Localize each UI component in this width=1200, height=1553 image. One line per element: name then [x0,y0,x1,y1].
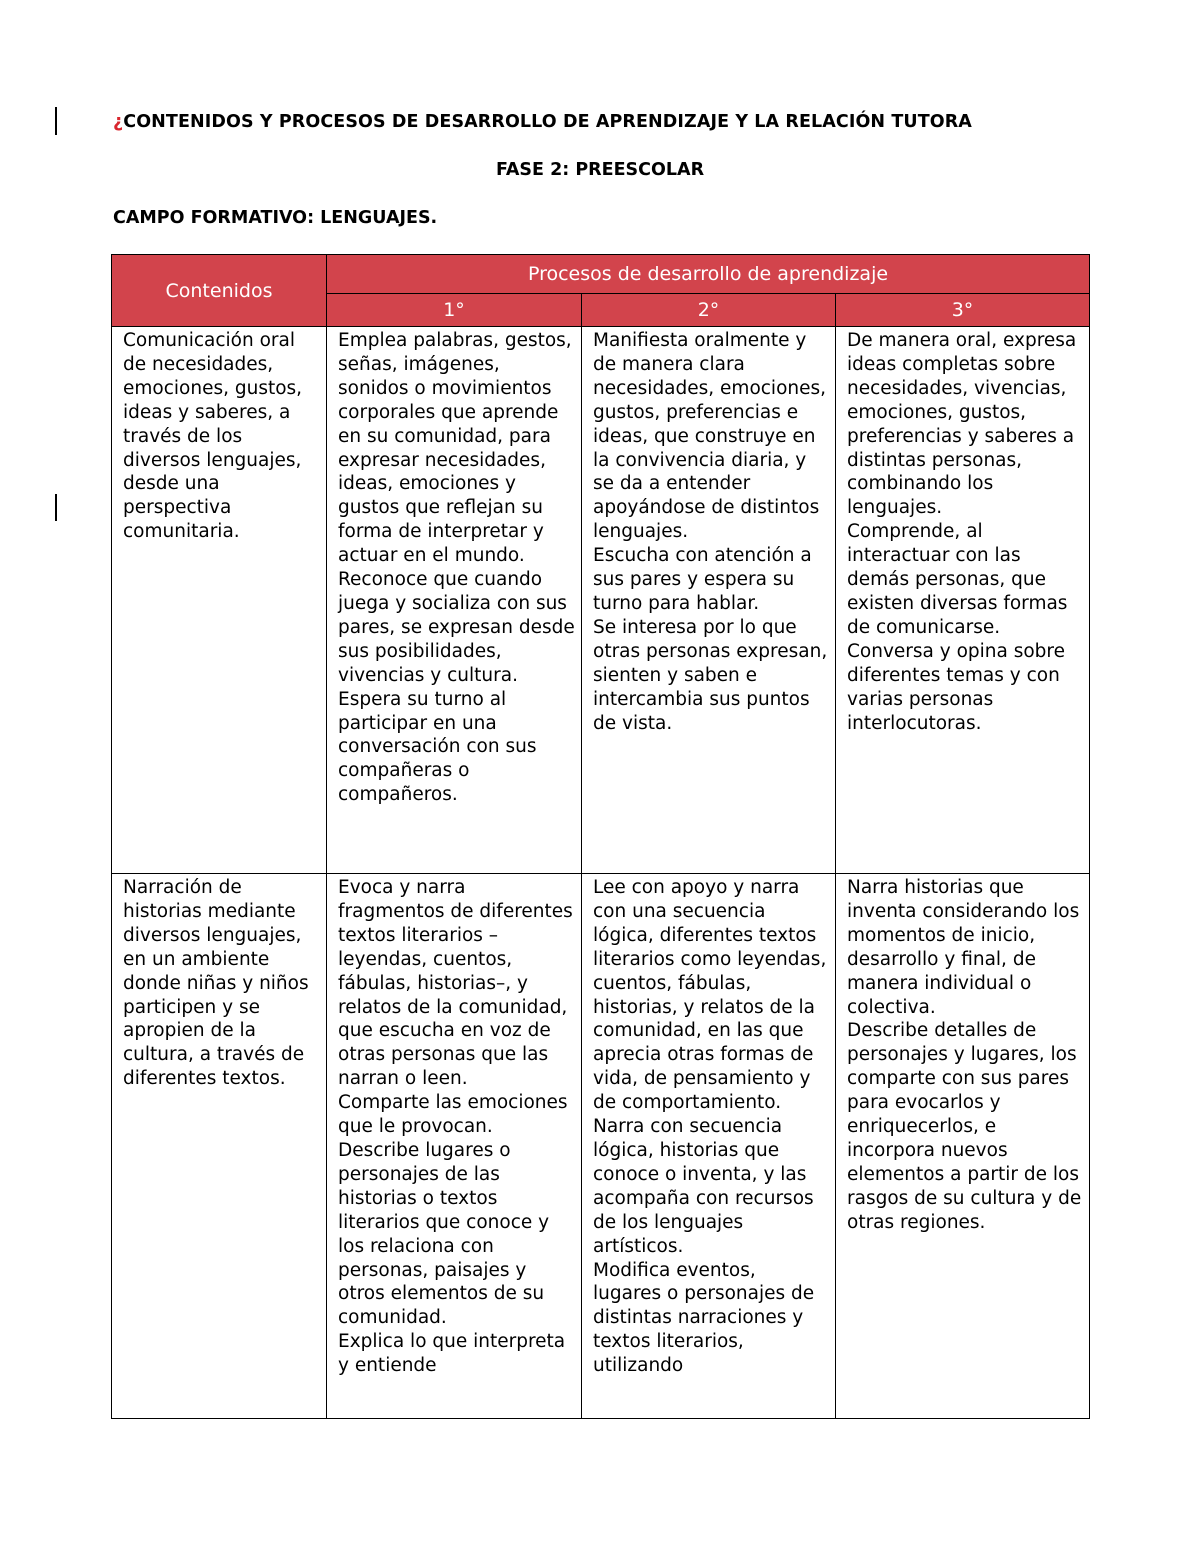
document-title [113,112,972,132]
grade-1-cell [327,327,582,874]
field-heading: CAMPO FORMATIVO: LENGUAJES. [113,208,438,228]
change-bar-middle [55,494,57,521]
content-cell [112,874,327,1419]
title-text: CONTENIDOS Y PROCESOS DE DESARROLLO DE APRENDIZAJE Y LA RELACIÓN TUTORA [123,112,972,132]
grade-2-cell [582,874,836,1419]
phase-heading: FASE 2: PREESCOLAR [495,160,705,180]
learning-table [111,254,1090,1419]
grade-3-cell [836,327,1090,874]
process-text: Narra con secuencia lógica, historias que conoce o inventa, y las acompaña con recursos de los lenguajes artísticos. [593,1116,814,1257]
process-text: Comparte las emociones que le provocan. [338,1092,568,1138]
change-bar-top [55,107,57,135]
table-row [112,327,1090,874]
process-text: Conversa y opina sobre diferentes temas y con varias personas interlocutoras. [847,640,1066,734]
header-grade-3: 3° [836,294,1090,327]
content-cell [112,327,327,874]
process-text: De manera oral, expresa ideas completas sobre necesidades, vivencias, emociones, gustos, preferencias y saberes a distintas personas, combinando los lenguajes. [847,330,1077,519]
process-text: Se interesa por lo que otras personas expresan, sienten y saben e intercambia sus puntos de vista. [593,616,828,734]
content-text: Narración de historias mediante diversos lenguajes, en un ambiente donde niñas y niños participen y se apropien de la cultura, a través de diferentes textos. [123,877,309,1090]
content-text: Comunicación oral de necesidades, emociones, gustos, ideas y saberes, a través de los diversos lenguajes, desde una perspectiva comunitaria. [123,330,303,543]
process-text: Manifiesta oralmente y de manera clara necesidades, emociones, gustos, preferencias e ideas, que construye en la convivencia diaria, y se da a entender apoyándose de distintos lenguajes. [593,330,827,543]
process-text: Describe detalles de personajes y lugares, los comparte con sus pares para evocarlos y enriquecerlos, e incorpora nuevos elementos a partir de los rasgos de su cultura y de otras regiones. [847,1020,1082,1233]
process-text: Describe lugares o personajes de las historias o textos literarios que conoce y los relaciona con personas, paisajes y otros elementos de su comunidad. [338,1139,550,1329]
edit-mark: ¿ [113,112,124,132]
process-text: Modifica eventos, lugares o personajes de distintas narraciones y textos literarios, utilizando [593,1259,815,1377]
process-text: Narra historias que inventa considerando los momentos de inicio, desarrollo y final, de manera individual o colectiva. [847,877,1080,1018]
grade-2-cell [582,327,836,874]
header-contents: Contenidos [112,255,327,327]
grade-3-cell [836,874,1090,1419]
process-text: Emplea palabras, gestos, señas, imágenes, sonidos o movimientos corporales que aprende en su comunidad, para expresar necesidades, ideas, emociones y gustos que reflejan su forma de interpretar y actuar en el mundo. [338,330,572,567]
table-header-row [112,255,1090,294]
process-text: Reconoce que cuando juega y socializa con sus pares, se expresan desde sus posibilidades, vivencias y cultura. [338,569,575,686]
header-grade-1: 1° [327,294,582,327]
process-text: Lee con apoyo y narra con una secuencia lógica, diferentes textos literarios como leyendas, cuentos, fábulas, historias, y relatos de la comunidad, en las que aprecia otras formas de vida, de pensamiento y de comportamiento. [593,877,827,1114]
header-grade-2: 2° [582,294,836,327]
process-text: Evoca y narra fragmentos de diferentes textos literarios –leyendas, cuentos, fábulas, historias–, y relatos de la comunidad, que escucha en voz de otras personas que las narran o leen. [338,877,573,1090]
grade-1-cell [327,874,582,1419]
process-text: Espera su turno al participar en una conversación con sus compañeras o compañeros. [338,688,537,806]
process-text: Escucha con atención a sus pares y espera su turno para hablar. [593,545,812,614]
process-text: Explica lo que interpreta y entiende [338,1331,566,1377]
header-processes: Procesos de desarrollo de aprendizaje [327,255,1090,294]
process-text: Comprende, al interactuar con las demás personas, que existen diversas formas de comunicarse. [847,521,1068,638]
table-row [112,874,1090,1419]
